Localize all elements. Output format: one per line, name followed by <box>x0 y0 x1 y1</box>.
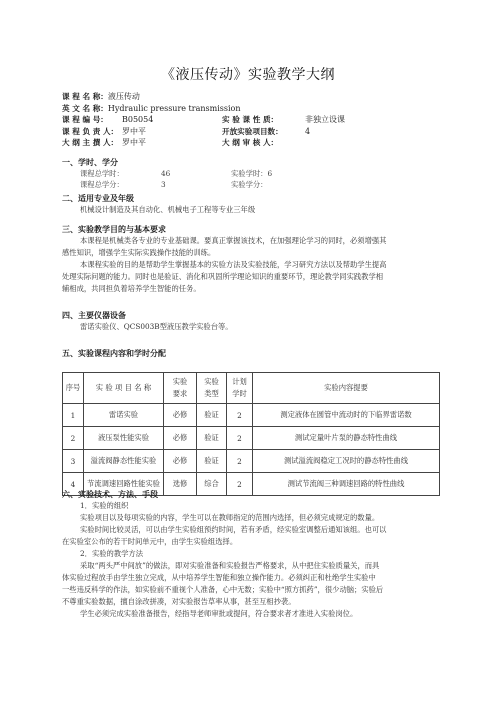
open-count-label: 开放实验项目数： <box>222 126 283 136</box>
header-content: 实验内容提要 <box>253 373 440 404</box>
header-required-line2: 要求 <box>172 389 188 398</box>
methods-line: 不尊重实验数据，擅自涂改拼凑，对实验报告草率从事，甚至互相抄袭。 <box>62 597 296 606</box>
methods-line: 在实验室公布的若干时间单元中，由学生实验组选择。 <box>62 537 238 546</box>
cell-req: 必修 <box>164 404 197 427</box>
reviewer-cell <box>222 137 305 149</box>
section-heading-equipment: 四、主要仪器设备 <box>62 311 126 320</box>
methods-line: 学生必须完成实验准备报告，经指导老师审批或提问，符合要求者才准进入实验岗位。 <box>80 609 358 618</box>
info-row-author <box>62 137 462 149</box>
cell-content: 测试溢流阀稳定工况时的静态特性曲线 <box>253 450 440 473</box>
section-heading-hours: 一、学时、学分 <box>62 158 118 167</box>
purpose-line: 处理实际问题的能力。同时也是验证、消化和巩固所学理论知识的重要环节，理论教学同实践教学相 <box>62 272 384 281</box>
header-hours <box>227 373 253 404</box>
methods-line: 体实验过程放手由学生独立完成，从中培养学生智能和独立操作能力。必须纠正和杜绝学生实验中 <box>62 573 376 582</box>
reviewer-label: 大 纲 审 核 人： <box>222 138 279 148</box>
cell-hours: 2 <box>227 450 253 473</box>
lead-value: 罗中平 <box>122 126 146 136</box>
table-row <box>63 450 440 473</box>
majors-text: 机械设计制造及其自动化、机械电子工程等专业三年级 <box>80 205 256 214</box>
header-hours-line2: 学时 <box>232 389 247 398</box>
table-header-row <box>63 373 440 404</box>
info-row-lead <box>62 126 462 138</box>
course-code-cell <box>62 114 222 126</box>
purpose-line: 本课程实验的目的是帮助学生掌握基本的实验方法及实验技能，学习研究方法以及帮助学生提高 <box>80 260 387 269</box>
lab-nature-cell <box>222 114 345 126</box>
english-name-value: Hydraulic pressure transmission <box>107 103 241 113</box>
cell-hours: 2 <box>227 404 253 427</box>
methods-line: 实验项目以及每项实验的内容，学生可以在教师指定的范围内选择，但必须完成规定的数量。 <box>80 513 380 522</box>
hours-row <box>80 169 272 179</box>
total-hours-value: 46 <box>161 169 171 178</box>
cell-type: 验证 <box>197 450 227 473</box>
methods-line: 实验时间比较灵活，可以由学生实验组预约时间，若有矛盾，经实验室调整后通知该组。也可以 <box>80 525 387 534</box>
equipment-text: 雷诺实验仪、QCS003B型液压教学实验台等。 <box>80 322 233 331</box>
course-name-value: 液压传动 <box>107 92 140 101</box>
header-required-line1: 实验 <box>172 377 188 386</box>
cell-type: 验证 <box>197 404 227 427</box>
header-name: 实 验 项 目 名 称 <box>84 373 164 404</box>
lab-hours-value: 6 <box>267 169 273 178</box>
info-row-code <box>62 114 462 126</box>
purpose-line: 感性知识，增强学生实际实践操作技能的训练。 <box>62 248 216 257</box>
cell-req: 必修 <box>164 450 197 473</box>
cell-seq: 4 <box>63 473 84 496</box>
section-heading-majors: 二、适用专业及年级 <box>62 194 134 203</box>
info-row-course-name <box>62 91 462 103</box>
cell-name: 溢流阀静态性能实验 <box>84 450 164 473</box>
course-name-label: 课 程 名 称： <box>62 92 108 101</box>
author-value: 罗中平 <box>122 138 146 148</box>
purpose-line: 辅相成，共同担负着培养学生智能的任务。 <box>62 284 201 293</box>
total-credit-label: 课程总学分： <box>80 180 124 189</box>
purpose-line: 本课程是机械类各专业的专业基础课。要真正掌握该技术，在加强理论学习的同时，必须增强其 <box>80 236 387 245</box>
lead-label: 课 程 负 责 人： <box>62 126 119 136</box>
header-type <box>197 373 227 404</box>
lab-nature-label: 实 验 课 性 质： <box>222 115 279 125</box>
experiment-table <box>62 372 440 496</box>
cell-seq: 2 <box>63 427 84 450</box>
header-seq: 序号 <box>63 373 84 404</box>
total-credit-value: 3 <box>161 180 166 189</box>
course-code-value: B05054 <box>122 115 154 125</box>
cell-content: 测试节流阀三种调速回路的特性曲线 <box>253 473 440 496</box>
header-type-line1: 实验 <box>204 377 219 386</box>
section-heading-purpose: 三、实验教学目的与基本要求 <box>62 225 166 234</box>
english-name-label: 英 文 名 称： <box>62 103 108 113</box>
author-cell <box>62 137 222 149</box>
table-row <box>63 427 440 450</box>
cell-req: 选修 <box>164 473 197 496</box>
cell-type: 验证 <box>197 427 227 450</box>
cell-name: 液压泵性能实验 <box>84 427 164 450</box>
open-count-value: 4 <box>305 126 311 136</box>
document-title: 《液压传动》实验教学大纲 <box>161 67 335 83</box>
header-type-line2: 类型 <box>204 389 219 398</box>
cell-hours: 2 <box>227 473 253 496</box>
header-required <box>164 373 197 404</box>
cell-hours: 2 <box>227 427 253 450</box>
lead-cell <box>62 126 222 138</box>
cell-content: 测试定量叶片泵的静态特性曲线 <box>253 427 440 450</box>
cell-seq: 1 <box>63 404 84 427</box>
header-hours-line1: 计划 <box>232 377 247 386</box>
cell-seq: 3 <box>63 450 84 473</box>
total-hours-label: 课程总学时： <box>80 169 124 178</box>
lab-credit-label: 实验学分： <box>231 180 268 189</box>
author-label: 大 纲 主 撰 人： <box>62 138 119 148</box>
lab-hours-label: 实验学时： <box>231 169 268 178</box>
cell-name: 节流调速回路性能实验 <box>84 473 164 496</box>
methods-line: 2．实验的教学方法 <box>80 549 144 558</box>
cell-content: 测定液体在圆管中流动时的下临界雷诺数 <box>253 404 440 427</box>
open-count-cell <box>222 126 310 138</box>
info-row-english-name <box>62 103 462 115</box>
course-info-block <box>62 91 462 149</box>
methods-line: 一些违反科学的作法，如实验前不重视个人准备，心中无数；实验中“照方抓药”，很少动脑；实验后 <box>62 585 384 594</box>
cell-type: 综合 <box>197 473 227 496</box>
cell-name: 雷诺实验 <box>84 404 164 427</box>
course-code-label: 课 程 编 号： <box>62 115 108 125</box>
table-row <box>63 404 440 427</box>
credit-row <box>80 180 267 190</box>
section-heading-methods: 六、实验技术、方法、手段 <box>62 490 158 499</box>
methods-line: 1．实验的组织 <box>80 501 129 510</box>
section-heading-schedule: 五、实验课程内容和学时分配 <box>62 349 166 358</box>
lab-nature-value: 非独立设课 <box>305 115 345 125</box>
cell-req: 必修 <box>164 427 197 450</box>
methods-line: 采取“两头严中间放”的做法，即对实验准备和实验报告严格要求，从中把住实验质量关，而具 <box>80 561 380 570</box>
